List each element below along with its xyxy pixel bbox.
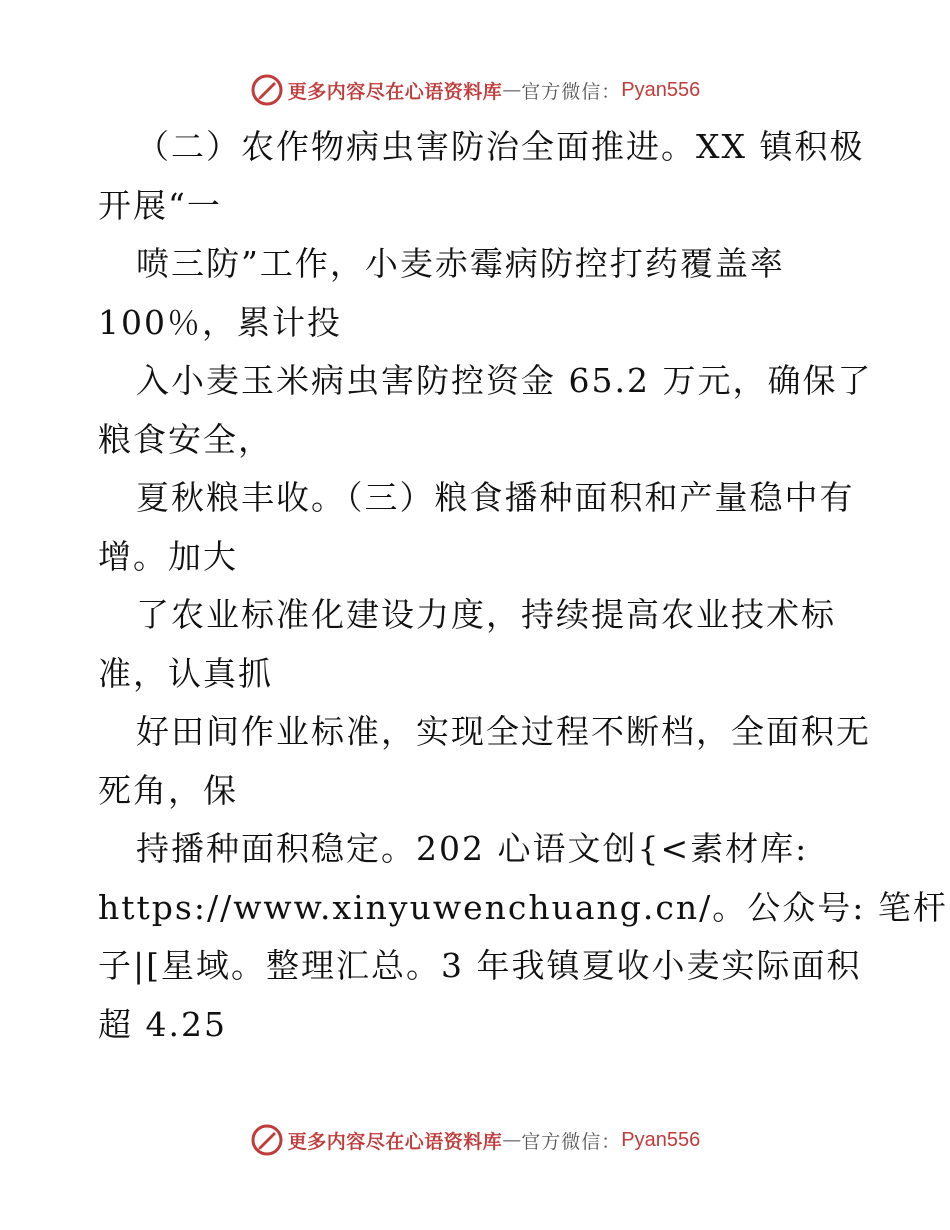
text-line: 子|[星域。整理汇总。3 年我镇夏收小麦实际面积 [98, 946, 862, 985]
text-line: 好田间作业标准，实现全过程不断档，全面积无 [136, 712, 871, 751]
wechat-label: 官方微信： [521, 1130, 622, 1153]
text-line: 死角，保 [98, 770, 238, 810]
banner-separator: — [502, 1129, 522, 1151]
brand-text: 更多内容尽在心语资料库 [287, 1130, 503, 1153]
text-line: 100％，累计投 [98, 302, 342, 342]
wechat-label: 官方微信： [521, 80, 622, 103]
brand-logo-icon [250, 73, 284, 107]
footer-banner [0, 1120, 950, 1160]
text-line: 喷三防”工作，小麦赤霉病防控打药覆盖率 [136, 244, 785, 283]
text-line: 超 4.25 [98, 1004, 227, 1044]
brand-logo-icon [250, 1123, 284, 1157]
text-line: 持播种面积稳定。202 心语文创{<素材库: [136, 829, 809, 868]
text-line: 夏秋粮丰收。（三）粮食播种面积和产量稳中有 [136, 478, 855, 517]
text-line: 了农业标准化建设力度，持续提高农业技术标 [136, 595, 836, 634]
text-line: 粮食安全， [98, 419, 273, 459]
banner-separator: — [502, 79, 522, 101]
document-body [98, 118, 948, 1054]
text-line: 增。加大 [98, 536, 238, 576]
text-line: https://www.xinyuwenchuang.cn/。公众号: 笔杆 [98, 887, 948, 927]
text-line: （二）农作物病虫害防治全面推进。XX 镇积极 [136, 127, 865, 166]
text-line: 入小麦玉米病虫害防控资金 65.2 万元，确保了 [136, 361, 873, 400]
text-line: 开展“一 [98, 185, 222, 225]
text-line: 准，认真抓 [98, 653, 273, 693]
header-banner [0, 70, 950, 110]
wechat-id: Pyan556 [621, 78, 701, 101]
brand-text: 更多内容尽在心语资料库 [287, 80, 503, 103]
wechat-id: Pyan556 [621, 1128, 701, 1151]
